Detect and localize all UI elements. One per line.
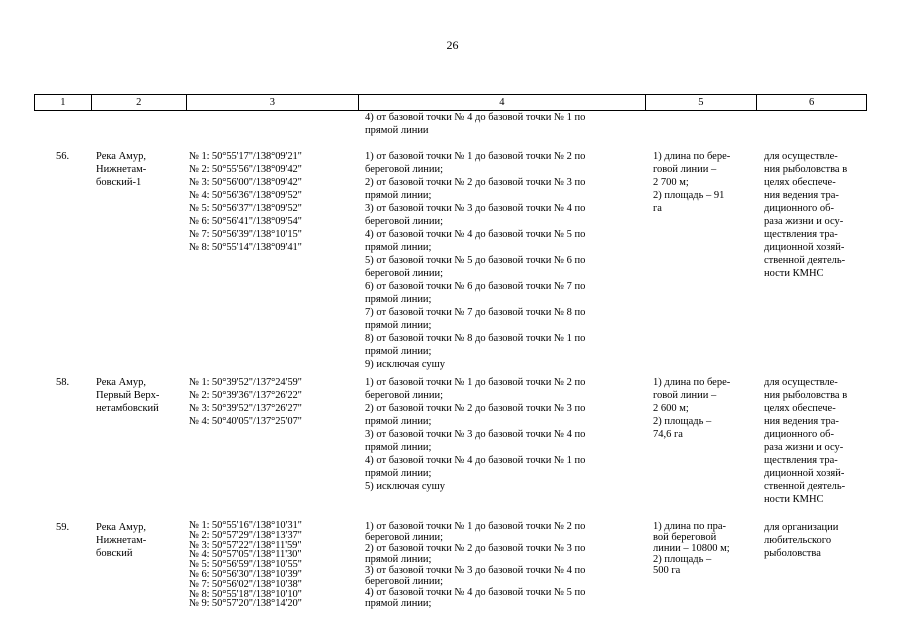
site-size: 1) длина по бере- говой линии – 2 700 м; 2) площадь – 91 га (653, 151, 731, 214)
site-purpose: для организации любительского рыболовства (764, 522, 839, 559)
site-purpose: для осуществле- ния рыболовства в целях обеспече- ния ведения тра- диционного об- раза жизни и осу- ществления тра- диционной хозяй- ственной деятель- ности КМНС (764, 377, 848, 505)
site-name: Река Амур, Нижнетам- бовский (96, 522, 147, 559)
column-header-1: 1 (35, 95, 92, 110)
site-size: 1) длина по бере- говой линии – 2 600 м; 2) площадь – 74,6 га (653, 377, 731, 440)
row-number: 59. (55, 522, 70, 533)
column-header-2: 2 (92, 95, 187, 110)
row-number: 58. (55, 377, 70, 388)
column-number-header (34, 94, 867, 111)
site-coordinates: № 1: 50°55'16"/138°10'31" № 2: 50°57'29"/138°13'37" № 3: 50°57'22"/138°11'59" № 4: 50°57'05"/138°11'30" № 5: 50°56'59"/138°10'55" № 6: 50°56'30"/138°10'39" № 7: 50°56'02"/138°10'38" № 8: 50°55'18"/138°10'10" № 9: 50°57'20"/138°14'20" (189, 520, 302, 610)
fishing-sites-table (34, 94, 867, 609)
site-purpose: для осуществле- ния рыболовства в целях обеспече- ния ведения тра- диционного об- раза жизни и осу- ществления тра- диционной хозяй- ственной деятель- ности КМНС (764, 151, 848, 279)
site-name: Река Амур, Нижнетам- бовский-1 (96, 151, 147, 188)
site-boundary-description: 1) от базовой точки № 1 до базовой точки № 2 по береговой линии; 2) от базовой точки № 2 до базовой точки № 3 по прямой линии; 3) от базовой точки № 3 до базовой точки № 4 по береговой линии; 4) от базовой точки № 4 до базовой точки № 5 по прямой линии; 5) от базовой точки № 5 до базовой точки № 6 по береговой линии; 6) от базовой точки № 6 до базовой точки № 7 по прямой линии; 7) от базовой точки № 7 до базовой точки № 8 по прямой линии; 8) от базовой точки № 8 до базовой точки № 1 по прямой линии; 9) исключая сушу (365, 151, 586, 370)
site-boundary-description: 1) от базовой точки № 1 до базовой точки № 2 по береговой линии; 2) от базовой точки № 2 до базовой точки № 3 по прямой линии; 3) от базовой точки № 3 до базовой точки № 4 по береговой линии; 4) от базовой точки № 4 до базовой точки № 5 по прямой линии; (365, 521, 586, 609)
continuation-row (34, 111, 867, 137)
column-header-6: 6 (808, 97, 815, 108)
row-number: 56. (55, 151, 70, 162)
site-boundary-description: 1) от базовой точки № 1 до базовой точки № 2 по береговой линии; 2) от базовой точки № 2 до базовой точки № 3 по прямой линии; 3) от базовой точки № 3 до базовой точки № 4 по прямой линии; 4) от базовой точки № 4 до базовой точки № 1 по прямой линии; 5) исключая сушу (365, 377, 586, 492)
site-coordinates: № 1: 50°39'52"/137°24'59" № 2: 50°39'36"/137°26'22" № 3: 50°39'52"/137°26'27" № 4: 50°40'05"/137°25'07" (189, 377, 302, 427)
table-row (34, 376, 867, 506)
site-name: Река Амур, Первый Верх- нетамбовский (96, 377, 160, 414)
column-header-3: 3 (187, 95, 360, 110)
table-row (34, 521, 867, 609)
page-number: 26 (446, 38, 459, 52)
column-header-5: 5 (646, 95, 758, 110)
table-row (34, 150, 867, 371)
site-size: 1) длина по пра- вой береговой линии – 10800 м; 2) площадь – 500 га (653, 521, 730, 576)
site-coordinates: № 1: 50°55'17"/138°09'21" № 2: 50°55'56"/138°09'42" № 3: 50°56'00"/138°09'42" № 4: 50°56'36"/138°09'52" № 5: 50°56'37"/138°09'52" № 6: 50°56'41"/138°09'54" № 7: 50°56'39"/138°10'15" № 8: 50°55'14"/138°09'41" (189, 151, 302, 253)
continuation-boundary-text: 4) от базовой точки № 4 до базовой точки № 1 по прямой линии (365, 112, 586, 136)
column-header-4: 4 (359, 95, 645, 110)
